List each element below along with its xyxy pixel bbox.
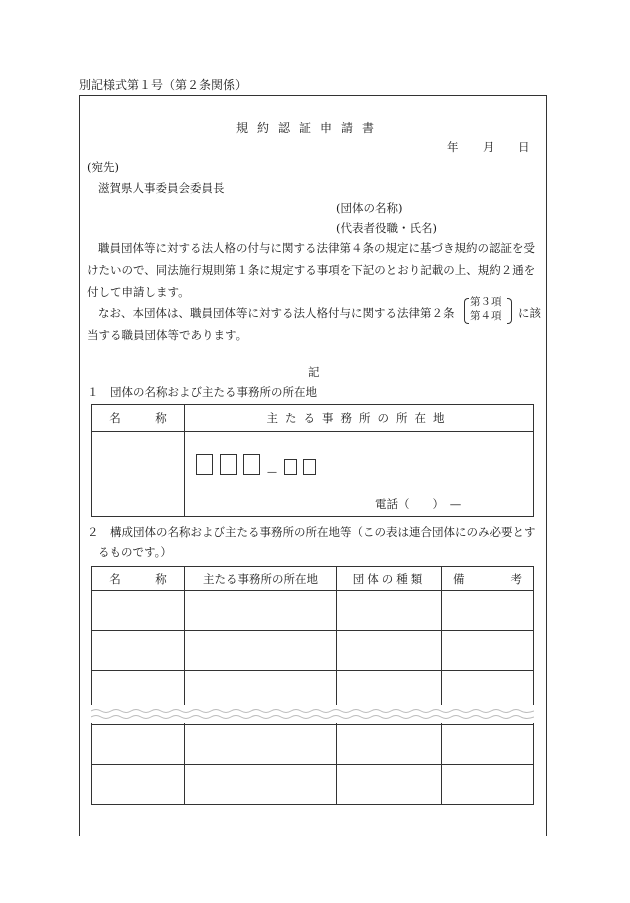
- phone-label: 電話（ ） —: [375, 497, 462, 511]
- postal-code-boxes[interactable]: [196, 454, 319, 478]
- date-day: 日: [518, 140, 530, 154]
- table-cell[interactable]: [92, 631, 185, 671]
- addressee: 滋賀県人事委員会委員長: [98, 181, 225, 195]
- table-cell[interactable]: [442, 725, 534, 765]
- postal-box[interactable]: [303, 459, 316, 475]
- body-p2-after: に該: [518, 306, 541, 320]
- table-cell[interactable]: [92, 765, 185, 805]
- section2-table: [91, 566, 534, 805]
- postal-box[interactable]: [243, 454, 260, 475]
- postal-box[interactable]: [196, 454, 213, 475]
- table-cell[interactable]: [337, 765, 442, 805]
- table-cell[interactable]: [442, 765, 534, 805]
- form-title: 規約認証申請書: [236, 121, 384, 135]
- table-break-wave: [91, 705, 534, 723]
- ki-heading: 記: [308, 365, 320, 379]
- postal-box[interactable]: [220, 454, 237, 475]
- table-row: [92, 591, 534, 631]
- section2-heading-line2: るものです。）: [98, 545, 172, 559]
- org-name-label: (団体の名称): [336, 201, 403, 215]
- body-p1-line1: 職員団体等に対する法人格の付与に関する法律第４条の規定に基づき規約の認証を受: [98, 241, 535, 255]
- body-p1-line2: けたいので、同法施行規則第１条に規定する事項を下記のとおり記載の上、規約２通を: [87, 263, 536, 277]
- table-cell[interactable]: [337, 725, 442, 765]
- postal-box[interactable]: [284, 459, 297, 475]
- table-row: [92, 631, 534, 671]
- form-number: 別記様式第１号（第２条関係）: [79, 78, 248, 92]
- col-address-header: 主たる事務所の所在地: [185, 567, 337, 591]
- col-address-header: 主たる事務所の所在地: [185, 405, 534, 432]
- table-cell[interactable]: [337, 591, 442, 631]
- addressee-prefix: (宛先): [87, 160, 119, 174]
- table-row: [92, 765, 534, 805]
- col-remarks-header: 備 考: [442, 567, 534, 591]
- option-bracket-right: [507, 298, 512, 324]
- table-cell[interactable]: [185, 591, 337, 631]
- option-fourth: 第４項: [470, 310, 502, 322]
- col-type-header: 団体の種類: [337, 567, 442, 591]
- table-row: [92, 725, 534, 765]
- representative-label: (代表者役職・氏名): [336, 221, 437, 235]
- table-cell[interactable]: [92, 591, 185, 631]
- col-name-header: 名 称: [92, 405, 185, 432]
- table-cell[interactable]: [185, 631, 337, 671]
- table-cell[interactable]: [92, 725, 185, 765]
- org-name-cell[interactable]: [92, 432, 185, 517]
- section1-heading: １ 団体の名称および主たる事務所の所在地: [87, 385, 317, 399]
- table-cell[interactable]: [442, 591, 534, 631]
- col-name-header: 名 称: [92, 567, 185, 591]
- section1-table: [91, 404, 534, 517]
- date-month: 月: [483, 140, 495, 154]
- section2-heading-line1: ２ 構成団体の名称および主たる事務所の所在地等（この表は連合団体にのみ必要とす: [87, 525, 536, 539]
- body-p2-line2: 当する職員団体等であります。: [87, 328, 248, 342]
- table-cell[interactable]: [185, 765, 337, 805]
- option-third: 第３項: [470, 296, 502, 308]
- address-cell[interactable]: [185, 432, 534, 517]
- table-cell[interactable]: [185, 725, 337, 765]
- body-p1-line3: 付して申請します。: [87, 285, 190, 299]
- body-p2-before: なお、本団体は、職員団体等に対する法人格付与に関する法律第２条: [98, 306, 455, 320]
- postal-dash: —: [266, 467, 277, 478]
- option-bracket-left: [464, 298, 469, 324]
- table-cell[interactable]: [442, 631, 534, 671]
- table-cell[interactable]: [337, 631, 442, 671]
- date-year: 年: [447, 140, 459, 154]
